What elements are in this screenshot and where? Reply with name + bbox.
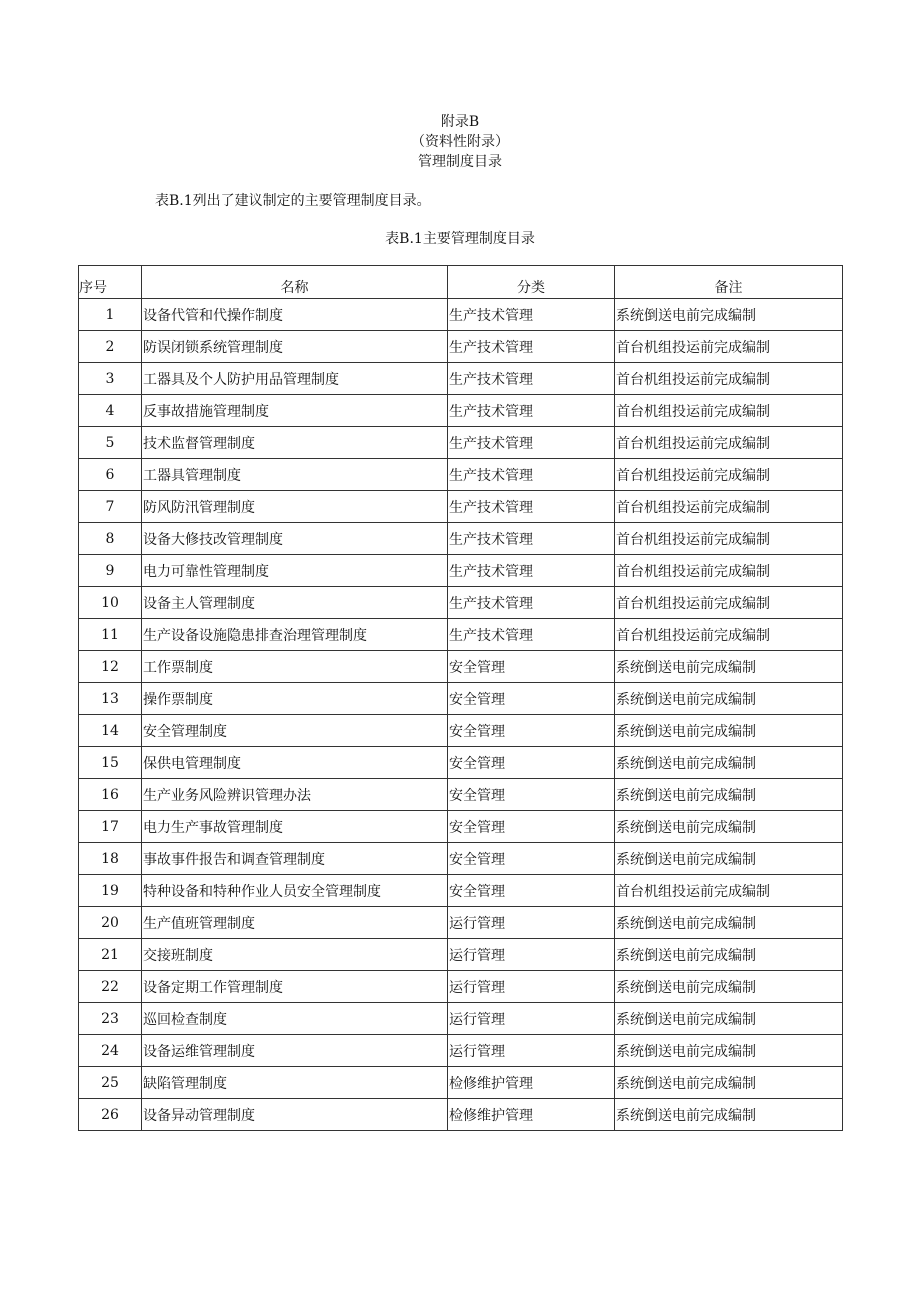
table-header-row [79,266,843,299]
table-row [79,811,843,843]
regulation-category: 安全管理 [448,875,615,907]
table-row [79,715,843,747]
regulation-category: 生产技术管理 [448,619,615,651]
table-row [79,875,843,907]
row-number: 4 [79,395,142,427]
regulation-note: 首台机组投运前完成编制 [615,875,843,907]
table-row [79,651,843,683]
table-row [79,299,843,331]
regulation-category: 检修维护管理 [448,1099,615,1131]
table-row [79,747,843,779]
regulation-category: 生产技术管理 [448,427,615,459]
column-header-category: 分类 [448,266,615,299]
regulation-note: 首台机组投运前完成编制 [615,395,843,427]
regulation-name: 交接班制度 [142,939,448,971]
regulation-category: 运行管理 [448,1035,615,1067]
row-number: 21 [79,939,142,971]
regulation-name: 生产值班管理制度 [142,907,448,939]
row-number: 24 [79,1035,142,1067]
row-number: 6 [79,459,142,491]
table-row [79,523,843,555]
regulation-name: 工作票制度 [142,651,448,683]
regulation-note: 首台机组投运前完成编制 [615,587,843,619]
regulation-category: 安全管理 [448,843,615,875]
regulation-table [78,265,843,1131]
table-row [79,331,843,363]
row-number: 14 [79,715,142,747]
table-row [79,1035,843,1067]
row-number: 10 [79,587,142,619]
row-number: 1 [79,299,142,331]
regulation-note: 首台机组投运前完成编制 [615,491,843,523]
row-number: 18 [79,843,142,875]
table-row [79,843,843,875]
regulation-note: 首台机组投运前完成编制 [615,523,843,555]
table-row [79,491,843,523]
regulation-note: 系统倒送电前完成编制 [615,843,843,875]
regulation-category: 生产技术管理 [448,523,615,555]
regulation-note: 首台机组投运前完成编制 [615,427,843,459]
table-row [79,587,843,619]
intro-paragraph: 表B.1列出了建议制定的主要管理制度目录。 [155,193,431,209]
regulation-category: 安全管理 [448,651,615,683]
regulation-name: 电力生产事故管理制度 [142,811,448,843]
regulation-category: 生产技术管理 [448,363,615,395]
regulation-name: 设备定期工作管理制度 [142,971,448,1003]
table-row [79,459,843,491]
regulation-name: 设备运维管理制度 [142,1035,448,1067]
regulation-note: 系统倒送电前完成编制 [615,907,843,939]
regulation-note: 系统倒送电前完成编制 [615,1099,843,1131]
regulation-name: 工器具及个人防护用品管理制度 [142,363,448,395]
table-row [79,619,843,651]
appendix-title: 管理制度目录 [418,154,502,170]
regulation-note: 系统倒送电前完成编制 [615,747,843,779]
table-caption: 表B.1主要管理制度目录 [385,231,535,247]
row-number: 17 [79,811,142,843]
row-number: 11 [79,619,142,651]
regulation-name: 生产业务风险辨识管理办法 [142,779,448,811]
regulation-category: 安全管理 [448,683,615,715]
column-header-note: 备注 [615,266,843,299]
row-number: 25 [79,1067,142,1099]
row-number: 7 [79,491,142,523]
regulation-category: 生产技术管理 [448,555,615,587]
regulation-note: 系统倒送电前完成编制 [615,683,843,715]
regulation-note: 系统倒送电前完成编制 [615,811,843,843]
table-row [79,1003,843,1035]
regulation-name: 巡回检查制度 [142,1003,448,1035]
regulation-name: 工器具管理制度 [142,459,448,491]
table-row [79,779,843,811]
regulation-category: 生产技术管理 [448,331,615,363]
regulation-name: 设备主人管理制度 [142,587,448,619]
regulation-category: 运行管理 [448,1003,615,1035]
column-header-number: 序号 [79,266,142,299]
regulation-name: 防风防汛管理制度 [142,491,448,523]
row-number: 19 [79,875,142,907]
regulation-name: 缺陷管理制度 [142,1067,448,1099]
row-number: 2 [79,331,142,363]
regulation-note: 系统倒送电前完成编制 [615,1003,843,1035]
regulation-name: 电力可靠性管理制度 [142,555,448,587]
row-number: 20 [79,907,142,939]
regulation-name: 技术监督管理制度 [142,427,448,459]
regulation-name: 事故事件报告和调查管理制度 [142,843,448,875]
regulation-note: 首台机组投运前完成编制 [615,459,843,491]
table-row [79,1067,843,1099]
regulation-category: 安全管理 [448,779,615,811]
table-row [79,363,843,395]
regulation-note: 系统倒送电前完成编制 [615,299,843,331]
row-number: 8 [79,523,142,555]
regulation-name: 特种设备和特种作业人员安全管理制度 [142,875,448,907]
regulation-name: 设备大修技改管理制度 [142,523,448,555]
row-number: 22 [79,971,142,1003]
regulation-note: 系统倒送电前完成编制 [615,971,843,1003]
row-number: 5 [79,427,142,459]
row-number: 9 [79,555,142,587]
regulation-category: 安全管理 [448,811,615,843]
regulation-note: 首台机组投运前完成编制 [615,619,843,651]
regulation-category: 生产技术管理 [448,299,615,331]
table-row [79,939,843,971]
regulation-category: 生产技术管理 [448,587,615,619]
regulation-note: 首台机组投运前完成编制 [615,363,843,395]
regulation-note: 系统倒送电前完成编制 [615,715,843,747]
row-number: 26 [79,1099,142,1131]
regulation-name: 安全管理制度 [142,715,448,747]
regulation-category: 检修维护管理 [448,1067,615,1099]
regulation-category: 生产技术管理 [448,491,615,523]
row-number: 3 [79,363,142,395]
regulation-note: 系统倒送电前完成编制 [615,1067,843,1099]
row-number: 12 [79,651,142,683]
table-row [79,683,843,715]
table-row [79,555,843,587]
table-row [79,971,843,1003]
regulation-name: 设备异动管理制度 [142,1099,448,1131]
regulation-category: 运行管理 [448,907,615,939]
table-row [79,427,843,459]
regulation-name: 保供电管理制度 [142,747,448,779]
regulation-category: 运行管理 [448,971,615,1003]
regulation-name: 生产设备设施隐患排查治理管理制度 [142,619,448,651]
table-row [79,1099,843,1131]
regulation-name: 设备代管和代操作制度 [142,299,448,331]
regulation-category: 生产技术管理 [448,459,615,491]
table-row [79,907,843,939]
regulation-name: 反事故措施管理制度 [142,395,448,427]
regulation-category: 生产技术管理 [448,395,615,427]
regulation-note: 系统倒送电前完成编制 [615,1035,843,1067]
appendix-label: 附录B [440,114,480,130]
row-number: 13 [79,683,142,715]
column-header-name: 名称 [142,266,448,299]
regulation-name: 防误闭锁系统管理制度 [142,331,448,363]
row-number: 23 [79,1003,142,1035]
regulation-category: 运行管理 [448,939,615,971]
regulation-category: 安全管理 [448,747,615,779]
regulation-name: 操作票制度 [142,683,448,715]
table-row [79,395,843,427]
regulation-note: 系统倒送电前完成编制 [615,651,843,683]
regulation-note: 系统倒送电前完成编制 [615,939,843,971]
regulation-category: 安全管理 [448,715,615,747]
row-number: 15 [79,747,142,779]
regulation-note: 系统倒送电前完成编制 [615,779,843,811]
regulation-note: 首台机组投运前完成编制 [615,555,843,587]
regulation-note: 首台机组投运前完成编制 [615,331,843,363]
row-number: 16 [79,779,142,811]
appendix-type: （资料性附录） [411,134,509,150]
table-body [79,299,843,1131]
